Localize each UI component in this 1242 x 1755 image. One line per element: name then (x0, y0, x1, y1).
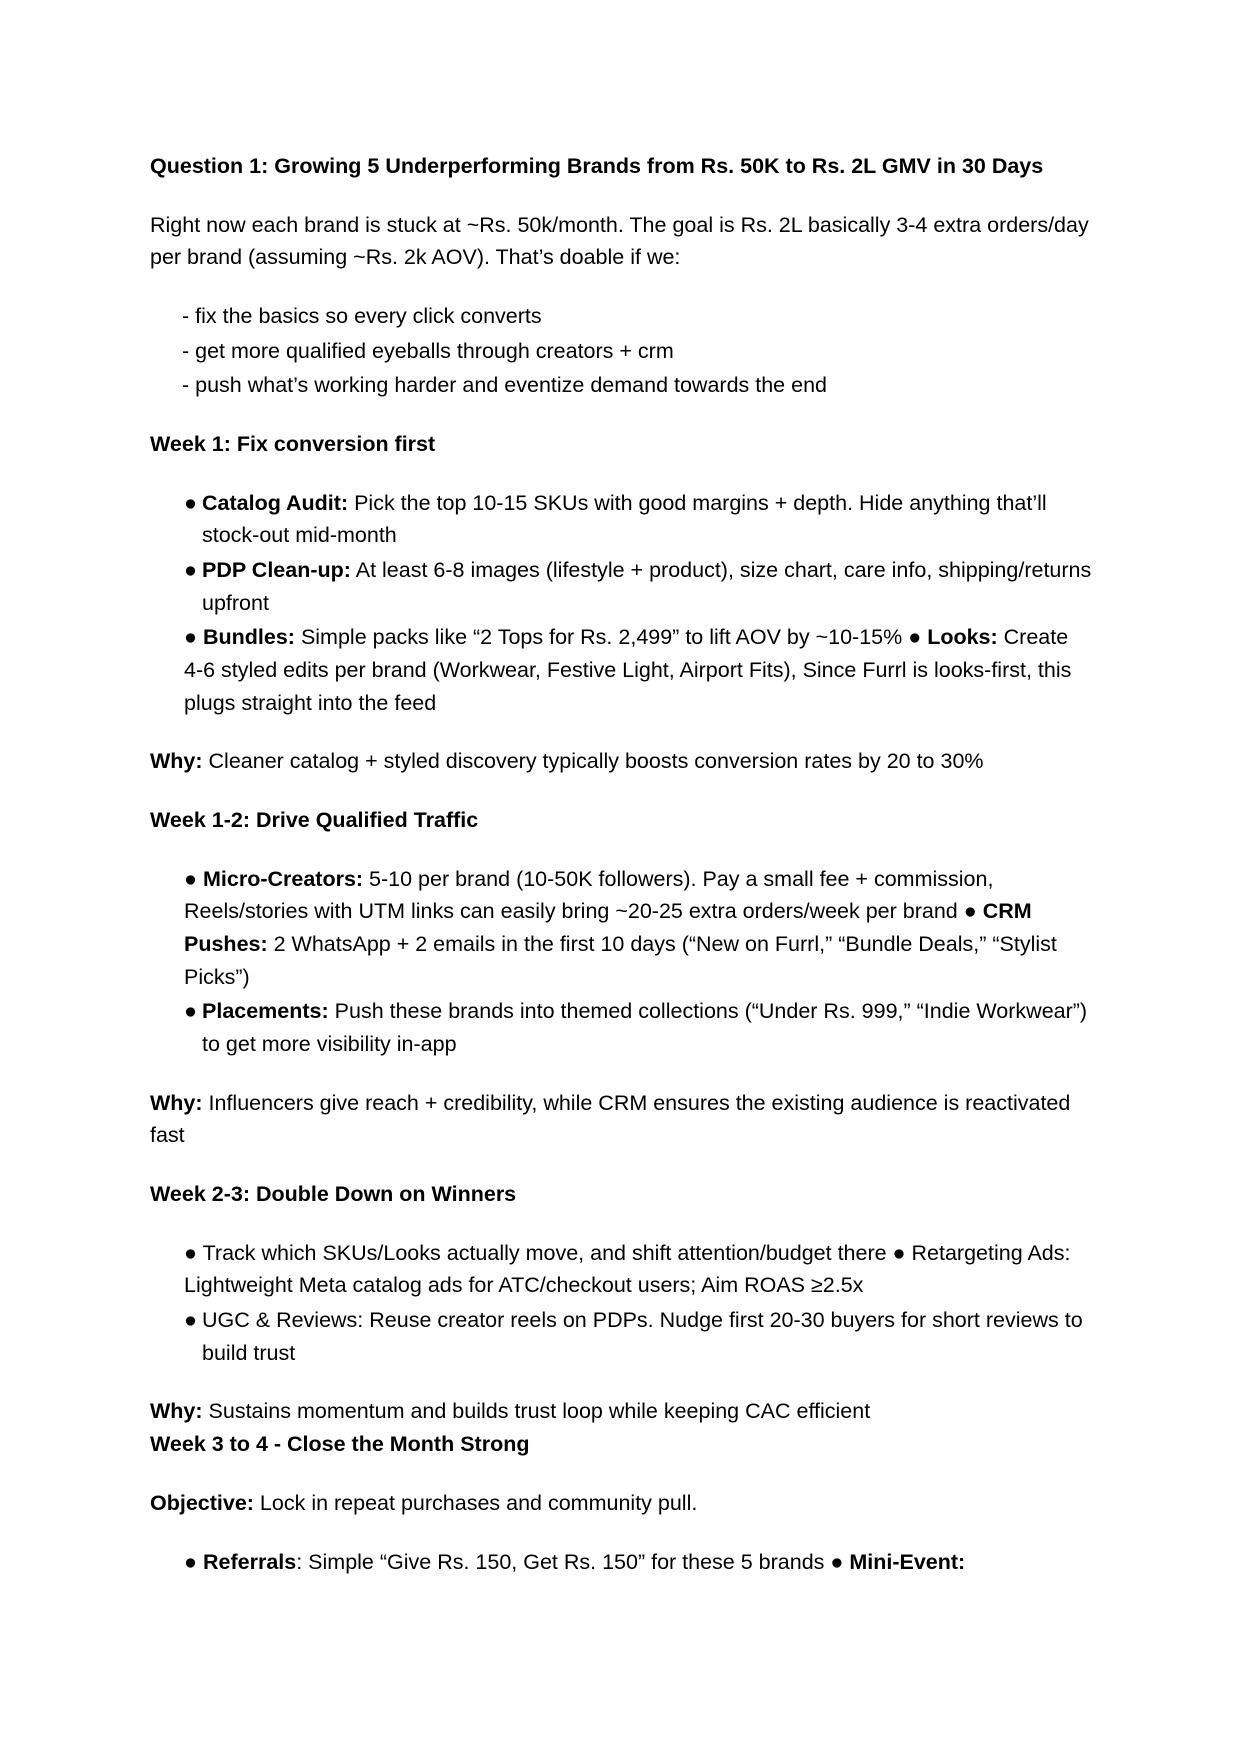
why-paragraph-week-1 (150, 745, 1092, 778)
bullet-dot-icon: ● (184, 625, 197, 650)
bullet-label: Bundles: (202, 625, 295, 650)
bullet-text: At least 6-8 images (lifestyle + product), size chart, care info, shipping/returns upfront (202, 558, 1092, 615)
bullet-dot-icon: ● (184, 1549, 197, 1574)
bullet-label-secondary: CRM Pushes: (184, 899, 1032, 957)
why-label: Why: (150, 1090, 203, 1115)
why-text: Influencers give reach + credibility, while CRM ensures the existing audience is reactivated fast (150, 1090, 1071, 1148)
bullet-text: : Simple “Give Rs. 150, Get Rs. 150” for these 5 brands ● (296, 1549, 850, 1574)
document-body (150, 150, 1092, 1578)
bullet-dot-icon: ● (184, 1308, 197, 1333)
section-heading-week-2-3: Week 2-3: Double Down on Winners (150, 1182, 517, 1207)
section-heading-week-3-4: Week 3 to 4 - Close the Month Strong (150, 1432, 530, 1457)
objective-text: Lock in repeat purchases and community pull. (253, 1490, 698, 1515)
bullet-dot-icon: ● (184, 490, 197, 515)
objective-label: Objective: (150, 1490, 254, 1515)
list-item (150, 1546, 1092, 1579)
bullet-dot-icon: ● (184, 1240, 197, 1265)
intro-point-list (150, 300, 1092, 402)
why-text: Cleaner catalog + styled discovery typically boosts conversion rates by 20 to 30% (202, 749, 984, 774)
bullet-text: Track which SKUs/Looks actually move, and shift attention/budget there ● Retargeting Ads: Lightweight Meta catalog ads for ATC/checkout users; Aim ROAS ≥2.5x (184, 1240, 1071, 1298)
bullet-label-secondary: Looks: (927, 625, 998, 650)
bullet-label: Referrals (202, 1549, 297, 1574)
bullet-text: 5-10 per brand (10-50K followers). Pay a small fee + commission, Reels/stories with UTM links can easily bring ~20-25 extra orders/week per brand ● (184, 866, 994, 924)
list-item: - fix the basics so every click converts (182, 304, 542, 329)
section-heading-week-1-2: Week 1-2: Drive Qualified Traffic (150, 808, 479, 833)
section-bullets-week-2-3 (150, 1237, 1092, 1370)
bullet-label-secondary: Mini-Event: (849, 1549, 966, 1574)
why-label: Why: (150, 1399, 203, 1424)
final-bullet-list (150, 1546, 1092, 1579)
why-paragraph-week-1-2 (150, 1087, 1092, 1152)
bullet-dot-icon: ● (184, 999, 197, 1024)
section-heading-week-1: Week 1: Fix conversion first (150, 432, 436, 457)
bullet-text-secondary: 2 WhatsApp + 2 emails in the first 10 days (“New on Furrl,” “Bundle Deals,” “Stylist Picks”) (184, 932, 1057, 989)
why-paragraph-week-2-3 (150, 1395, 1092, 1428)
bullet-text-secondary: Create 4-6 styled edits per brand (Workwear, Festive Light, Airport Fits), Since Furrl is looks-first, this plugs straight into the feed (184, 625, 1072, 715)
bullet-text: Push these brands into themed collections (“Under Rs. 999,” “Indie Workwear”) to get more visibility in-app (202, 999, 1088, 1057)
bullet-label: PDP Clean-up: (202, 558, 351, 583)
bullet-dot-icon: ● (184, 866, 197, 891)
intro-paragraph: Right now each brand is stuck at ~Rs. 50k/month. The goal is Rs. 2L basically 3-4 extra orders/day per brand (assuming ~Rs. 2k AOV). That’s doable if we: (150, 212, 1089, 270)
bullet-text: Simple packs like “2 Tops for Rs. 2,499” to lift AOV by ~10-15% ● (294, 625, 922, 650)
list-item (150, 1304, 1092, 1369)
list-item (150, 487, 1092, 552)
bullet-label: Micro-Creators: (202, 866, 364, 891)
bullet-text: Pick the top 10-15 SKUs with good margins + depth. Hide anything that’ll stock-out mid-month (202, 490, 1047, 548)
bullet-text: UGC & Reviews: Reuse creator reels on PDPs. Nudge first 20-30 buyers for short reviews to build trust (202, 1308, 1083, 1365)
list-item (150, 995, 1092, 1060)
list-item (150, 863, 1092, 994)
bullet-label: Placements: (202, 999, 329, 1024)
list-item (150, 554, 1092, 619)
list-item: - push what’s working harder and eventize demand towards the end (182, 373, 827, 398)
document-title: Question 1: Growing 5 Underperforming Brands from Rs. 50K to Rs. 2L GMV in 30 Days (150, 154, 1044, 178)
objective-paragraph (150, 1487, 1092, 1520)
bullet-label: Catalog Audit: (202, 490, 349, 515)
list-item: - get more qualified eyeballs through creators + crm (182, 338, 674, 363)
list-item (150, 621, 1092, 719)
bullet-dot-icon: ● (184, 558, 197, 583)
why-label: Why: (150, 749, 203, 774)
section-bullets-week-1-2 (150, 863, 1092, 1061)
why-text: Sustains momentum and builds trust loop while keeping CAC efficient (202, 1399, 871, 1424)
section-bullets-week-1 (150, 487, 1092, 720)
list-item (150, 1237, 1092, 1302)
